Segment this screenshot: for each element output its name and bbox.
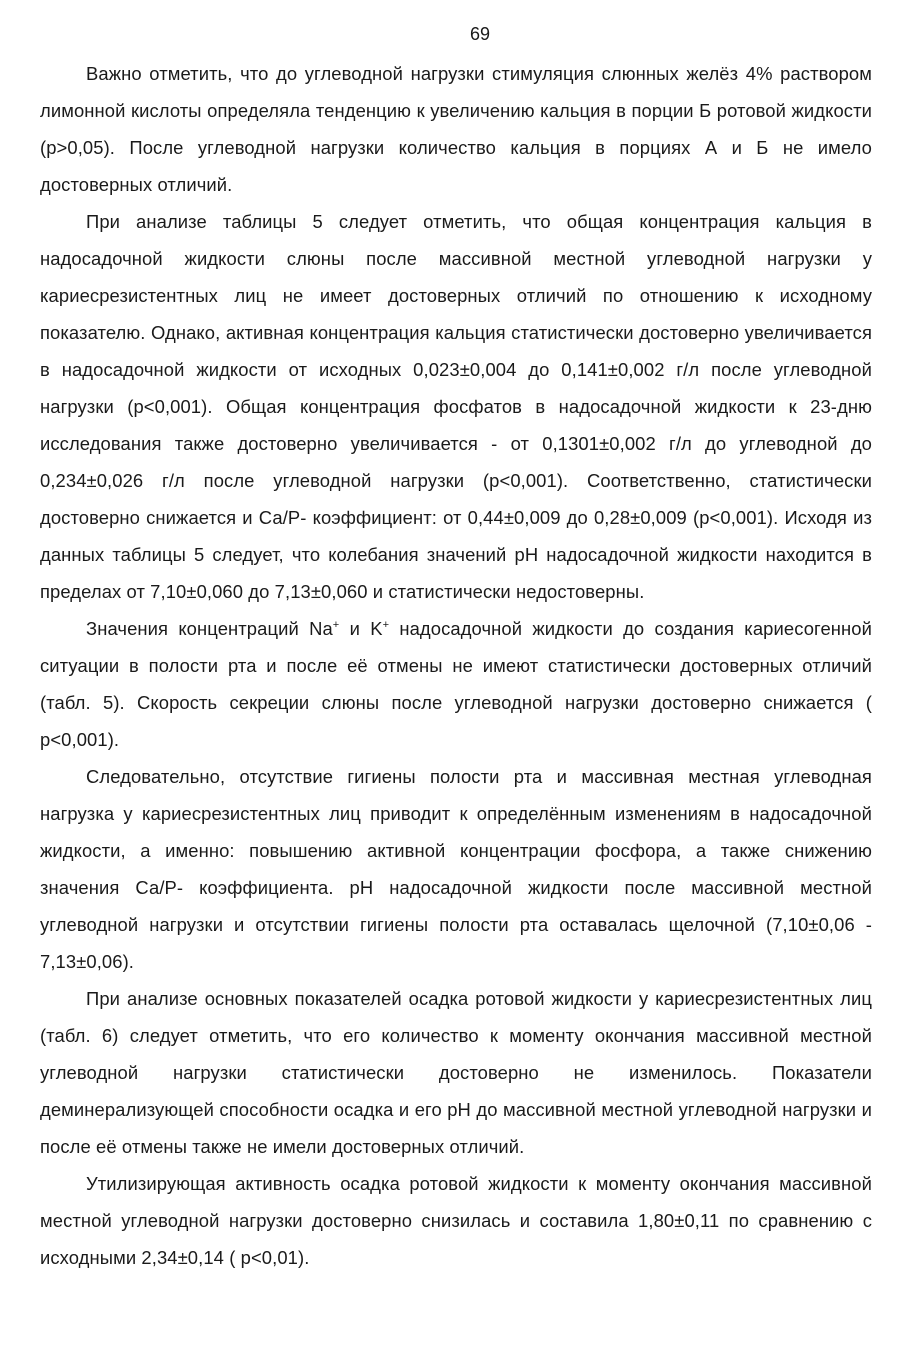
paragraph-table5-analysis: При анализе таблицы 5 следует отметить, что общая концентрация кальция в надосадочной жидкости слюны после массивной местной углеводной нагрузки у кариесрезистентных лиц не имеет достоверных отличий по отношению к исходному показателю. Однако, активная концентрация кальция статистически достоверно увеличивается в надосадочной жидкости от исходных 0,023±0,004 до 0,141±0,002 г/л после углеводной нагрузки (р<0,001). Общая концентрация фосфатов в надосадочной жидкости к 23-дню исследования также достоверно увеличивается - от 0,1301±0,002 г/л до углеводной до 0,234±0,026 г/л после углеводной нагрузки (р<0,001). Соответственно, статистически достоверно снижается и Са/Р- коэффициент: от 0,44±0,009 до 0,28±0,009 (р<0,001). Исходя из данных таблицы 5 следует, что колебания значений рН надосадочной жидкости находится в пределах от 7,10±0,060 до 7,13±0,060 и статистически недостоверны. <box>40 211 872 602</box>
k-charge: + <box>382 618 390 631</box>
document-body <box>40 55 872 1276</box>
k-text: и K <box>339 618 383 639</box>
paragraph-calcium-stimulation: Важно отметить, что до углеводной нагрузки стимуляция слюнных желёз 4% раствором лимонной кислоты определяла тенденцию к увеличению кальция в порции Б ротовой жидкости (р>0,05). После углеводной нагрузки количество кальция в порциях А и Б не имело достоверных отличий. <box>40 63 872 195</box>
na-text: Значения концентраций Na <box>86 618 333 639</box>
na-charge: + <box>332 618 340 631</box>
paragraph-conclusion: Следовательно, отсутствие гигиены полости рта и массивная местная углеводная нагрузка у кариесрезистентных лиц приводит к определённым изменениям в надосадочной жидкости, а именно: повышению активной концентрации фосфора, а также снижению значения Са/Р- коэффициента. рН надосадочной жидкости после массивной местной углеводной нагрузки и отсутствии гигиены полости рта оставалась щелочной (7,10±0,06 - 7,13±0,06). <box>40 766 872 972</box>
paragraph-sodium-potassium <box>40 610 872 758</box>
page-number: 69 <box>469 24 491 44</box>
paragraph-utilizing-activity: Утилизирующая активность осадка ротовой жидкости к моменту окончания массивной местной углеводной нагрузки достоверно снизилась и составила 1,80±0,11 по сравнению с исходными 2,34±0,14 ( р<0,01). <box>40 1173 872 1268</box>
paragraph-sediment-analysis: При анализе основных показателей осадка ротовой жидкости у кариесрезистентных лиц (табл. 6) следует отметить, что его количество к моменту окончания массивной местной углеводной нагрузки статистически достоверно не изменилось. Показатели деминерализующей способности осадка и его рН до массивной местной углеводной нагрузки и после её отмены также не имели достоверных отличий. <box>40 988 872 1157</box>
paragraph-sodium-potassium-rest: надосадочной жидкости до создания кариесогенной ситуации в полости рта и после её отмены не имеют статистически достоверных отличий (табл. 5). Скорость секреции слюны после углеводной нагрузки достоверно снижается ( р<0,001). <box>40 618 872 750</box>
